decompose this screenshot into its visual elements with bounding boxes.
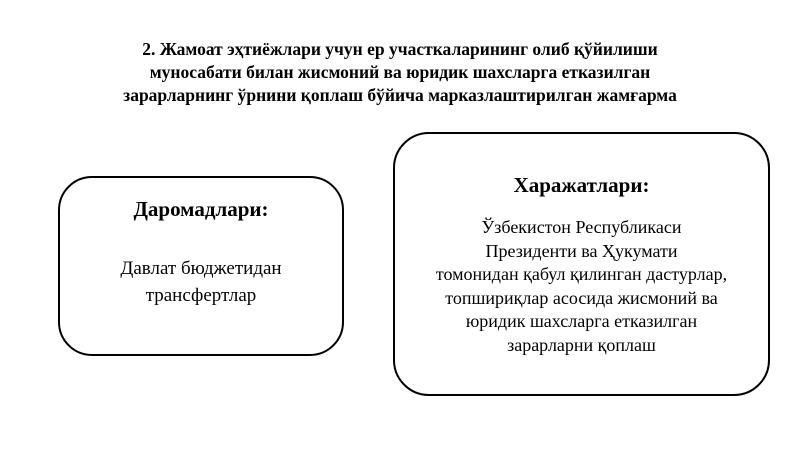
- income-box: [58, 176, 344, 356]
- fund-title-line: 2. Жамоат эҳтиёжлари учун ер участкаларининг олиб қўйилиши: [142, 39, 658, 59]
- expenses-line: юридик шахсларга етказилган: [465, 311, 698, 331]
- expenses-line: Ўзбекистон Республикаси: [481, 217, 682, 237]
- expenses-line: Президенти ва Ҳукумати: [485, 240, 678, 261]
- expenses-line: топшириқлар асосида жисмоний ва: [445, 287, 718, 308]
- expenses-line: томонидан қабул қилинган дастурлар,: [435, 264, 728, 284]
- fund-title-line: зарарларнинг ўрнини қоплаш бўйича марказлаштирилган жамғарма: [123, 85, 677, 105]
- fund-title-line: муносабати билан жисмоний ва юридик шахсларга етказилган: [149, 62, 651, 82]
- expenses-description: [395, 216, 768, 357]
- income-line: Давлат бюджетидан: [120, 258, 282, 279]
- income-heading: Даромадлари:: [133, 197, 269, 221]
- income-line: трансфертлар: [145, 285, 257, 306]
- expenses-box: [393, 132, 770, 396]
- fund-title: [30, 38, 770, 107]
- expenses-heading: Харажатлари:: [513, 173, 650, 197]
- income-description: [60, 255, 342, 309]
- expenses-line: зарарларни қоплаш: [507, 334, 656, 355]
